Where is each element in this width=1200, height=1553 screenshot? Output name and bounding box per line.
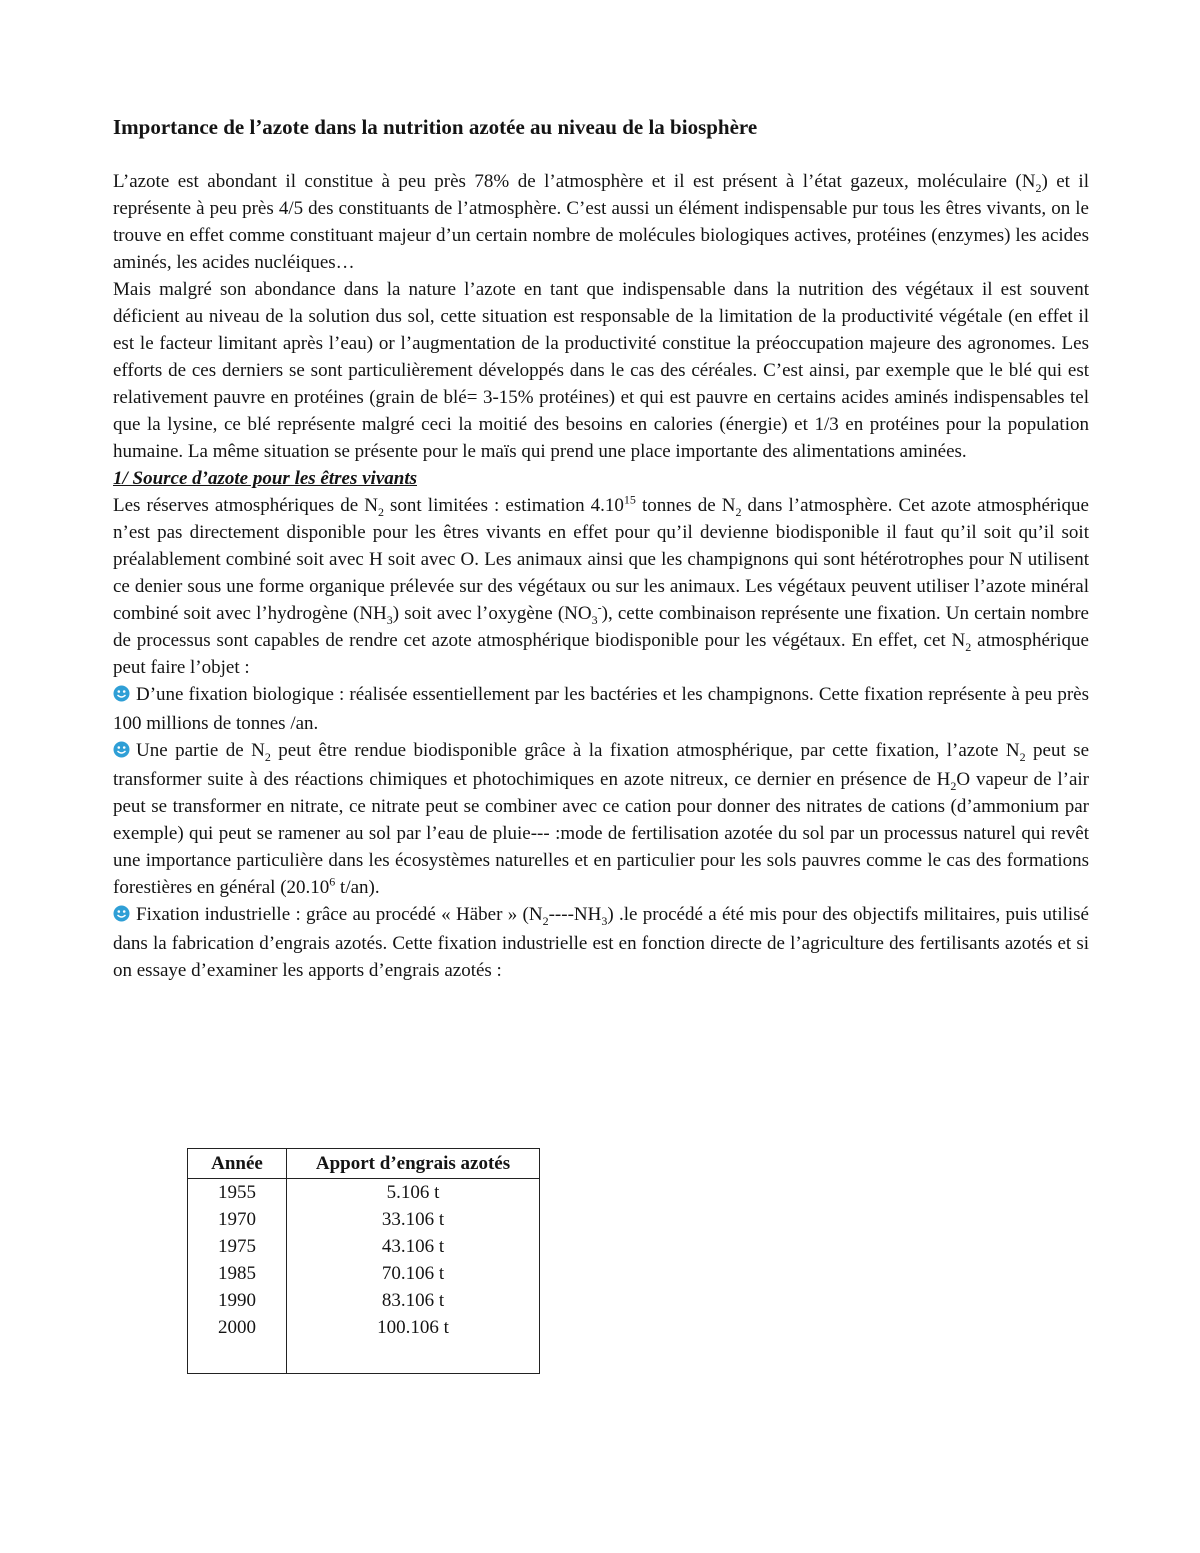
document-page	[113, 112, 1089, 1338]
table-row	[188, 1233, 540, 1260]
intro-paragraph-1: L’azote est abondant il constitue à peu près 78% de l’atmosphère et il est présent à l’état gazeux, moléculaire $(N_2)$ et il représente à peu près 4/5 des constituants de l’atmosphère. C’est aussi un élément indispensable pur tous les êtres vivants, on le trouve en effet comme constituant majeur d’un certain nombre de molécules biologiques actives, protéines (enzymes) les acides aminés, les acides nucléiques…	[113, 171, 1089, 273]
cell-empty	[287, 1341, 540, 1374]
fertilizer-table-wrapper	[187, 1148, 540, 1374]
table-row	[188, 1260, 540, 1287]
cell-amount: 43.106 t	[381, 1236, 445, 1257]
document-title: Importance de l’azote dans la nutrition azotée au niveau de la biosphère	[113, 115, 758, 139]
table-row	[188, 1179, 540, 1207]
column-header-amount: Apport d’engrais azotés	[287, 1149, 540, 1179]
cell-year: 1975	[188, 1233, 287, 1260]
section-paragraph: Les réserves atmosphériques de $N_2$ sont limitées : estimation 4.10$^{15}$ tonnes de $N_2$ dans l’atmosphère. Cet azote atmosphérique n’est pas directement disponible pour les êtres vivants en effet pour qu’il devienne biodisponible il faut qu’il soit qu’il soit préalablement combiné soit avec H soit avec O. Les animaux ainsi que les champignons qui sont hétérotrophes pour N utilisent ce denier sous une forme organique prélevée sur des végétaux ou sur les animaux. Les végétaux peuvent utiliser l’azote minéral combiné soit avec l’hydrogène $(NH_3)$ soit avec l’oxygène $(NO_3^-)$, cette combinaison représente une fixation. Un certain nombre de processus sont capables de rendre cet azote atmosphérique biodisponible pour les végétaux. En effet, cet $N_2$ atmosphérique peut faire l’objet :	[113, 492, 1089, 678]
column-header-year: Année	[188, 1149, 287, 1179]
cell-empty	[188, 1341, 287, 1374]
intro-paragraph-2: Mais malgré son abondance dans la nature l’azote en tant que indispensable dans la nutrition des végétaux il est souvent déficient au niveau de la solution dus sol, cette situation est responsable de la limitation de la productivité végétale (en effet il est le facteur limitant après l’eau) or l’augmentation de la productivité constitue la préoccupation majeure des agronomes. Les efforts de ces derniers se sont particulièrement développés dans le cas des céréales. C’est ainsi, par exemple que le blé qui est relativement pauvre en protéines (grain de blé= 3-15% protéines) et qui est pauvre en certains acides aminés indispensables tel que la lysine, ce blé représente malgré ceci la moitié des besoins en calories (énergie) et 1/3 en protéines pour la population humaine. La même situation se présente pour le maïs qui prend une place importante des alimentations aminées.	[113, 279, 1089, 462]
table-row	[188, 1206, 540, 1233]
section-heading: 1/ Source d’azote pour les êtres vivants	[113, 468, 417, 489]
cell-year: 2000	[188, 1314, 287, 1341]
fertilizer-table	[187, 1148, 540, 1374]
cell-year: 1990	[188, 1287, 287, 1314]
cell-amount: 33.106 t	[381, 1209, 445, 1230]
table-row	[188, 1287, 540, 1314]
cell-amount: 70.106 t	[381, 1263, 445, 1284]
cell-amount: 5.106 t	[386, 1182, 440, 1203]
smiley-icon	[113, 683, 130, 710]
bullet-atmospheric-fixation: Une partie de $N_2$ peut être rendue biodisponible grâce à la fixation atmosphérique, par cette fixation, l’azote $N_2$ peut se transformer suite à des réactions chimiques et photochimiques en azote nitreux, ce dernier en présence de $H_2O$ vapeur de l’air peut se transformer en nitrate, ce nitrate peut se combiner avec ce cation pour donner des nitrates de cations (d’ammonium par exemple) qui peut se ramener au sol par l’eau de pluie--- :mode de fertilisation azotée du sol par un processus naturel qui revêt une importance particulière dans les écosystèmes naturelles et en particulier pour les sols pauvres comme le cas des formations forestières en général (20.10$^6$ t/an).	[113, 740, 1089, 898]
smiley-icon	[113, 903, 130, 930]
cell-year: 1955	[188, 1179, 287, 1207]
cell-year: 1970	[188, 1206, 287, 1233]
table-row	[188, 1314, 540, 1341]
smiley-icon	[113, 739, 130, 766]
bullet-industrial-fixation: Fixation industrielle : grâce au procédé « Häber » $(N_2----NH_3)$ .le procédé a été mis pour des objectifs militaires, puis utilisé dans la fabrication d’engrais azotés. Cette fixation industrielle est en fonction directe de l’agriculture des fertilisants azotés et si on essaye d’examiner les apports d’engrais azotés :	[113, 904, 1089, 981]
bullet-biological-fixation: D’une fixation biologique : réalisée essentiellement par les bactéries et les champignons. Cette fixation représente à peu près 100 millions de tonnes /an.	[113, 684, 1089, 734]
cell-amount: 100.106 t	[377, 1317, 449, 1338]
table-empty-row	[188, 1341, 540, 1374]
table-header-row	[188, 1149, 540, 1179]
cell-year: 1985	[188, 1260, 287, 1287]
cell-amount: 83.106 t	[381, 1290, 445, 1311]
